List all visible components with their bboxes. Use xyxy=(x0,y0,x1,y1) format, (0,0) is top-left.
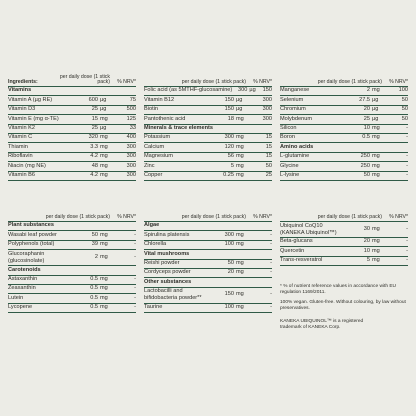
nutrient-name: Vitamin E (mg α-TE) xyxy=(8,115,59,122)
dose-header: per daily dose (1 stick pack) xyxy=(45,213,110,220)
section-heading xyxy=(144,125,272,134)
nutrient-name: Calcium xyxy=(144,143,165,150)
dose-amount: 50 xyxy=(91,231,98,238)
dose-unit: mg xyxy=(236,304,244,311)
nutrient-row xyxy=(144,106,272,115)
nrv-percent: 50 xyxy=(401,106,408,113)
dose-unit: mg xyxy=(236,162,244,169)
nutrient-name: Vitamin B12 xyxy=(144,96,175,103)
nrv-percent: 33 xyxy=(129,124,136,131)
dose-unit: µg xyxy=(372,106,379,113)
nrv-header: % NRV* xyxy=(253,213,272,220)
dose-unit: mg xyxy=(372,87,380,94)
nutrient-name: Quercetin xyxy=(280,247,305,254)
nutrient-row xyxy=(8,294,136,303)
dose-amount: 300 xyxy=(224,134,234,141)
dose-amount: 150 xyxy=(224,96,234,103)
section-title: Plant substances xyxy=(8,222,55,229)
dose-amount: 25 xyxy=(363,115,370,122)
panel-4 xyxy=(8,213,136,313)
dose-unit: mg xyxy=(372,247,380,254)
nutrient-name: Molybdenum xyxy=(280,115,313,122)
dose-unit: mg xyxy=(372,257,380,264)
nutrient-row xyxy=(144,241,272,250)
dose-unit: mg xyxy=(236,241,244,248)
dose-unit: µg xyxy=(100,124,107,131)
nrv-percent: - xyxy=(134,241,136,248)
nutrient-name: Cordyceps powder xyxy=(144,269,191,276)
nutrient-name: Pantothenic acid xyxy=(144,115,186,122)
nrv-percent: - xyxy=(406,124,408,131)
dose-unit: µg xyxy=(372,115,379,122)
nutrient-name: Lutein xyxy=(8,294,24,301)
nrv-percent: 15 xyxy=(265,134,272,141)
dose-unit: mg xyxy=(372,134,380,141)
dose-unit: mg xyxy=(100,162,108,169)
nutrient-row xyxy=(280,162,408,171)
nrv-percent: 300 xyxy=(262,106,272,113)
dose-unit: µg xyxy=(100,96,107,103)
nrv-header: % NRV* xyxy=(389,213,408,220)
nutrient-row xyxy=(280,87,408,96)
dose-amount: 20 xyxy=(363,106,370,113)
nutrient-name: Potassium xyxy=(144,134,171,141)
nutrient-name: Niacin (mg NE) xyxy=(8,162,46,169)
nrv-percent: - xyxy=(406,225,408,232)
dose-unit: mg xyxy=(100,115,108,122)
dose-amount: 50 xyxy=(363,171,370,178)
nutrient-row xyxy=(144,231,272,240)
nutrient-name: Vitamin D3 xyxy=(8,106,36,113)
nutrient-row xyxy=(280,172,408,181)
nrv-percent: - xyxy=(406,134,408,141)
nutrient-name: Taurine xyxy=(144,304,163,311)
nutrient-row xyxy=(8,250,136,266)
vegan-note: 100% vegan. Gluten-free. Without colouring, by law without preservatives. xyxy=(280,300,406,312)
nrv-percent: - xyxy=(134,231,136,238)
dose-amount: 300 xyxy=(238,87,248,94)
nutrient-name: Ubiquinol CoQ10 (KANEKA Ubiquinol™) xyxy=(280,222,337,236)
dose-unit: mg xyxy=(100,285,108,292)
nrv-percent: 300 xyxy=(126,162,136,169)
section-title: Vitamins xyxy=(8,87,32,94)
nrv-percent: - xyxy=(134,285,136,292)
dose-header: per daily dose (1 stick pack) xyxy=(181,78,246,85)
panel-3 xyxy=(280,78,408,181)
nutrient-name: Manganese xyxy=(280,87,310,94)
dose-unit: µg xyxy=(236,106,243,113)
nutrient-row xyxy=(280,115,408,124)
nrv-percent: - xyxy=(406,162,408,169)
dose-unit: mg xyxy=(372,124,380,131)
panel-header xyxy=(144,213,272,222)
dose-unit: mg xyxy=(372,225,380,232)
panel-2 xyxy=(144,78,272,181)
nutrient-row xyxy=(280,153,408,162)
nrv-percent: - xyxy=(270,304,272,311)
dose-amount: 30 xyxy=(363,225,370,232)
nrv-percent: 50 xyxy=(401,96,408,103)
nutrient-row xyxy=(144,172,272,181)
dose-unit: mg xyxy=(236,143,244,150)
nrv-percent: - xyxy=(406,257,408,264)
dose-unit: mg xyxy=(236,269,244,276)
dose-amount: 600 xyxy=(88,96,98,103)
nrv-percent: 25 xyxy=(265,171,272,178)
nrv-footnote: * % of nutrient reference values in accordance with EU regulation 1169/2011. xyxy=(280,284,396,296)
nutrient-name: Astaxanthin xyxy=(8,275,38,282)
dose-amount: 15 xyxy=(91,115,98,122)
nrv-header: % NRV* xyxy=(117,78,136,85)
dose-unit: mg xyxy=(236,231,244,238)
dose-unit: mg xyxy=(100,171,108,178)
nutrient-row xyxy=(8,106,136,115)
section-title: Other substances xyxy=(144,278,192,285)
dose-amount: 20 xyxy=(363,238,370,245)
nutrient-row xyxy=(8,172,136,181)
nutrient-row xyxy=(144,87,272,96)
nutrient-name: Riboflavin xyxy=(8,153,33,160)
nrv-percent: 300 xyxy=(262,115,272,122)
dose-unit: mg xyxy=(100,294,108,301)
nrv-percent: - xyxy=(406,247,408,254)
nutrient-name: Chromium xyxy=(280,106,306,113)
nutrient-name: Zeaxanthin xyxy=(8,285,36,292)
dose-amount: 2 xyxy=(366,87,370,94)
panel-6 xyxy=(280,213,408,266)
nrv-percent: 300 xyxy=(126,143,136,150)
nutrient-row xyxy=(144,304,272,313)
dose-unit: mg xyxy=(100,304,108,311)
section-title: Vital mushrooms xyxy=(144,250,190,257)
section-heading xyxy=(8,222,136,231)
dose-unit: mg xyxy=(100,275,108,282)
nutrient-row xyxy=(280,125,408,134)
dose-unit: mg xyxy=(372,238,380,245)
nutrient-row xyxy=(280,134,408,143)
nrv-percent: - xyxy=(270,291,272,298)
panel-1 xyxy=(8,73,136,181)
nutrient-row xyxy=(280,96,408,105)
dose-amount: 25 xyxy=(91,124,98,131)
dose-unit: µg xyxy=(249,87,256,94)
nutrient-row xyxy=(144,96,272,105)
nrv-percent: - xyxy=(134,253,136,260)
nutrient-row xyxy=(144,269,272,278)
nutrient-name: Lycopene xyxy=(8,304,33,311)
nutrient-name: Vitamin K2 xyxy=(8,124,35,131)
dose-amount: 100 xyxy=(224,304,234,311)
nutrient-row xyxy=(8,143,136,152)
nutrient-row xyxy=(144,143,272,152)
dose-amount: 150 xyxy=(224,291,234,298)
nutrient-name: Wasabi leaf powder xyxy=(8,231,57,238)
panel-header xyxy=(280,213,408,222)
nutrient-row xyxy=(8,125,136,134)
dose-unit: mg xyxy=(100,241,108,248)
nutrient-row xyxy=(8,276,136,285)
nrv-percent: 500 xyxy=(126,106,136,113)
dose-unit: mg xyxy=(372,171,380,178)
dose-unit: mg xyxy=(100,253,108,260)
section-heading xyxy=(8,266,136,275)
section-title: Algae xyxy=(144,222,160,229)
dose-amount: 0.5 xyxy=(90,304,98,311)
nutrient-row xyxy=(144,134,272,143)
nutrient-name: L-lysine xyxy=(280,171,300,178)
dose-unit: mg xyxy=(236,153,244,160)
nutrient-row xyxy=(280,257,408,266)
nutrient-row xyxy=(144,162,272,171)
panel-header xyxy=(8,213,136,222)
dose-amount: 27.5 xyxy=(359,96,370,103)
dose-unit: µg xyxy=(372,96,379,103)
nrv-percent: 400 xyxy=(126,134,136,141)
nrv-header: % NRV* xyxy=(253,78,272,85)
panel-header xyxy=(8,73,136,87)
section-title: Minerals & trace elements xyxy=(144,124,214,131)
nrv-percent: 300 xyxy=(262,96,272,103)
nrv-percent: - xyxy=(270,241,272,248)
section-title: Carotenoids xyxy=(8,266,41,273)
dose-amount: 5 xyxy=(230,162,234,169)
dose-unit: mg xyxy=(236,171,244,178)
dose-amount: 25 xyxy=(91,106,98,113)
nrv-percent: 300 xyxy=(126,153,136,160)
nutrient-name: Polyphenols (total) xyxy=(8,241,55,248)
nutrient-name: Lactobacilli and bifidobacteria powder** xyxy=(144,288,202,302)
dose-header: per daily dose (1 stick pack) xyxy=(59,73,110,85)
nrv-percent: 15 xyxy=(265,153,272,160)
dose-header: per daily dose (1 stick pack) xyxy=(181,213,246,220)
nutrient-row xyxy=(280,238,408,247)
nutrient-name: Vitamin A (µg RE) xyxy=(8,96,53,103)
nrv-percent: - xyxy=(406,153,408,160)
dose-unit: mg xyxy=(372,162,380,169)
section-heading xyxy=(8,87,136,96)
nutrient-row xyxy=(8,134,136,143)
nutrient-row xyxy=(8,304,136,313)
nutrient-name: Chlorella xyxy=(144,241,167,248)
dose-amount: 20 xyxy=(227,269,234,276)
dose-amount: 50 xyxy=(227,259,234,266)
nutrient-name: L-glutamine xyxy=(280,153,310,160)
nrv-percent: - xyxy=(134,275,136,282)
dose-amount: 4.2 xyxy=(90,171,98,178)
section-title: Amino acids xyxy=(280,143,314,150)
dose-amount: 0.25 xyxy=(223,171,234,178)
nrv-percent: - xyxy=(270,231,272,238)
dose-unit: µg xyxy=(100,106,107,113)
nrv-percent: 150 xyxy=(262,87,272,94)
dose-amount: 48 xyxy=(91,162,98,169)
dose-header: per daily dose (1 stick pack) xyxy=(317,78,382,85)
section-heading xyxy=(144,278,272,287)
nutrient-name: Beta-glucans xyxy=(280,238,313,245)
dose-amount: 320 xyxy=(88,134,98,141)
nrv-percent: - xyxy=(406,171,408,178)
nutrient-row xyxy=(8,162,136,171)
nutrient-name: Thiamin xyxy=(8,143,28,150)
nutrient-name: Magnesium xyxy=(144,153,173,160)
nrv-percent: 300 xyxy=(126,171,136,178)
panel-header xyxy=(144,78,272,87)
dose-amount: 10 xyxy=(363,247,370,254)
dose-amount: 100 xyxy=(224,241,234,248)
nutrient-name: Folic acid (as 5MTHF-glucosamine) xyxy=(144,87,233,94)
section-heading xyxy=(144,250,272,259)
nrv-percent: 15 xyxy=(265,143,272,150)
dose-amount: 0.5 xyxy=(90,294,98,301)
nutrient-name: Biotin xyxy=(144,106,158,113)
nrv-percent: - xyxy=(134,304,136,311)
dose-unit: mg xyxy=(236,259,244,266)
ingredients-label: Ingredients: xyxy=(8,78,38,85)
trademark-note: KANEKA UBIQUINOL™ is a registered trademark of KANEKA Corp. xyxy=(280,319,364,331)
nutrient-name: Reishi powder xyxy=(144,259,180,266)
nrv-header: % NRV* xyxy=(389,78,408,85)
nrv-percent: 125 xyxy=(126,115,136,122)
nutrient-name: Glycine xyxy=(280,162,299,169)
nutrient-name: Selenium xyxy=(280,96,304,103)
dose-unit: mg xyxy=(100,231,108,238)
dose-unit: mg xyxy=(100,153,108,160)
nutrient-name: Boron xyxy=(280,134,295,141)
nrv-percent: 50 xyxy=(265,162,272,169)
dose-amount: 39 xyxy=(91,241,98,248)
dose-unit: mg xyxy=(100,143,108,150)
nutrient-row xyxy=(8,115,136,124)
dose-amount: 300 xyxy=(224,231,234,238)
panel-header xyxy=(280,78,408,87)
nutrient-row xyxy=(144,260,272,269)
panel-5 xyxy=(144,213,272,313)
dose-amount: 18 xyxy=(227,115,234,122)
nrv-percent: - xyxy=(270,269,272,276)
dose-amount: 56 xyxy=(227,153,234,160)
nutrient-name: Copper xyxy=(144,171,163,178)
dose-unit: mg xyxy=(236,291,244,298)
dose-amount: 2 xyxy=(94,253,98,260)
nutrient-row xyxy=(280,247,408,256)
nutrient-row xyxy=(144,153,272,162)
dose-unit: µg xyxy=(236,96,243,103)
nrv-percent: 75 xyxy=(129,96,136,103)
nutrient-row xyxy=(144,288,272,304)
nrv-percent: 50 xyxy=(401,115,408,122)
nutrient-row xyxy=(280,222,408,238)
nutrient-row xyxy=(8,241,136,250)
dose-amount: 4.2 xyxy=(90,153,98,160)
dose-unit: mg xyxy=(236,134,244,141)
dose-amount: 150 xyxy=(224,106,234,113)
nrv-percent: 100 xyxy=(398,87,408,94)
dose-amount: 10 xyxy=(363,124,370,131)
nutrient-name: Silicon xyxy=(280,124,297,131)
dose-amount: 0.5 xyxy=(90,275,98,282)
dose-amount: 0.5 xyxy=(362,134,370,141)
nrv-header: % NRV* xyxy=(117,213,136,220)
nutrient-name: Glucoraphanin (glucosinolate) xyxy=(8,250,45,264)
nutrient-row xyxy=(8,96,136,105)
dose-amount: 120 xyxy=(224,143,234,150)
nutrient-row xyxy=(280,106,408,115)
dose-unit: mg xyxy=(236,115,244,122)
nutrient-name: Vitamin B6 xyxy=(8,171,35,178)
dose-amount: 250 xyxy=(360,162,370,169)
nutrient-name: Zinc xyxy=(144,162,155,169)
dose-header: per daily dose (1 stick pack) xyxy=(317,213,382,220)
dose-amount: 3.3 xyxy=(90,143,98,150)
dose-amount: 0.5 xyxy=(90,285,98,292)
nutrient-row xyxy=(144,115,272,124)
section-heading xyxy=(280,143,408,152)
nutrient-row xyxy=(8,153,136,162)
nutrient-row xyxy=(8,231,136,240)
nutrient-name: Trans-resveratrol xyxy=(280,257,323,264)
dose-amount: 5 xyxy=(366,257,370,264)
nutrient-row xyxy=(8,285,136,294)
nrv-percent: - xyxy=(270,259,272,266)
nutrient-name: Spirulina platensis xyxy=(144,231,190,238)
dose-unit: mg xyxy=(372,153,380,160)
section-heading xyxy=(144,222,272,231)
nrv-percent: - xyxy=(134,294,136,301)
nrv-percent: - xyxy=(406,238,408,245)
dose-unit: mg xyxy=(100,134,108,141)
nutrient-name: Vitamin C xyxy=(8,134,33,141)
dose-amount: 250 xyxy=(360,153,370,160)
